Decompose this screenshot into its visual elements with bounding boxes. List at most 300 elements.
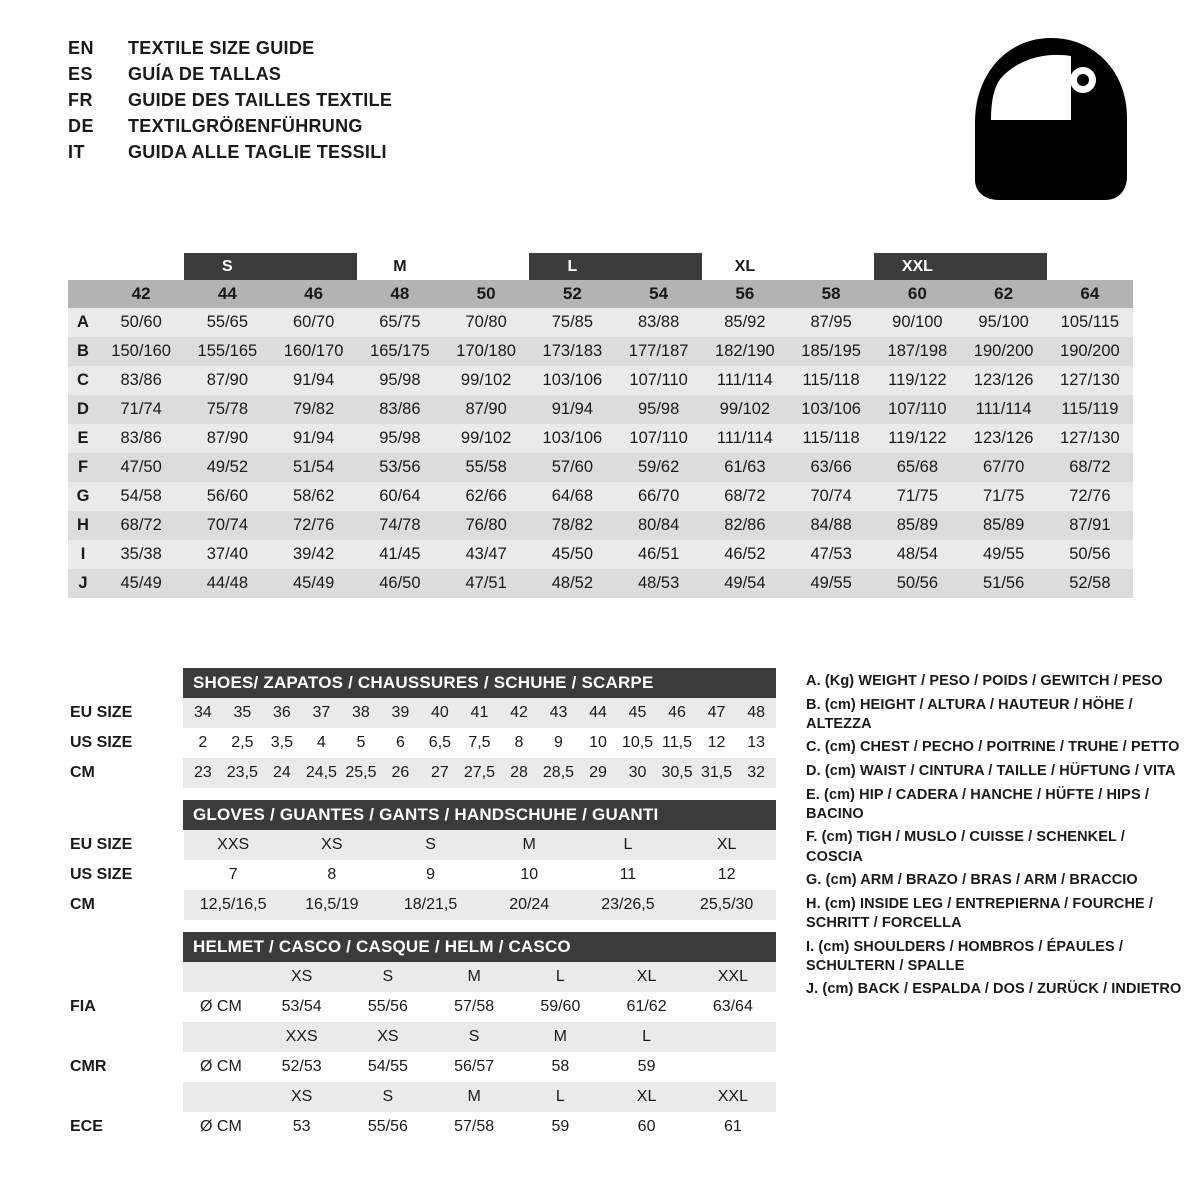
table-row: [68, 992, 776, 1022]
table-cell: 53/54: [281, 998, 322, 1015]
legend-item: A. (Kg) WEIGHT / PESO / POIDS / GEWITCH / PESO: [806, 673, 1163, 689]
table-cell: 44: [578, 698, 618, 728]
group-cell-xxl: XXL: [874, 253, 960, 280]
table-cell: 127/130: [1047, 366, 1133, 395]
table-cell: 23/26,5: [579, 890, 678, 920]
table-cell: 2,5: [231, 734, 254, 751]
table-cell: 107/110: [616, 424, 702, 453]
table-cell: 71/75: [874, 482, 960, 511]
table-cell: 127/130: [1047, 424, 1133, 453]
row-label: A: [68, 308, 98, 337]
table-header-cell: S: [345, 1082, 431, 1112]
table-cell: 41/45: [357, 540, 443, 569]
table-cell: 71/75: [961, 482, 1047, 511]
table-cell: 64/68: [529, 482, 615, 511]
table-cell: 83/86: [98, 424, 184, 453]
size-cell: 46: [271, 280, 357, 308]
table-cell: 24: [262, 758, 302, 788]
table-cell: 28: [499, 758, 539, 788]
table-header-cell: XL: [603, 1082, 689, 1112]
legend-item: J. (cm) BACK / ESPALDA / DOS / ZURÜCK / INDIETRO: [806, 981, 1182, 998]
table-cell: 59/60: [540, 998, 581, 1015]
table-cell: 46/50: [357, 569, 443, 598]
header-title-text: GUÍA DE TALLAS: [128, 64, 282, 84]
table-header-cell: XS: [259, 1082, 345, 1112]
group-cell: [1047, 253, 1133, 280]
table-cell: [183, 1082, 258, 1112]
table-cell: 58: [551, 1058, 570, 1075]
legend-item: H. (cm) INSIDE LEG / ENTREPIERNA / FOURCHE / SCHRITT / FORCELLA: [806, 895, 1154, 931]
table-row: [68, 395, 1133, 424]
table-cell: 85/92: [702, 308, 788, 337]
header-row: [68, 90, 392, 111]
header-row: [68, 142, 392, 163]
table-cell: 119/122: [874, 424, 960, 453]
main-size-table: [68, 253, 1133, 598]
table-row: [68, 758, 776, 788]
table-cell: 85/89: [961, 511, 1047, 540]
table-cell: 47/50: [98, 453, 184, 482]
table-cell: 71/74: [98, 395, 184, 424]
table-cell: 38: [341, 698, 381, 728]
table-cell: 87/95: [788, 308, 874, 337]
table-cell: 12: [717, 866, 736, 883]
table-cell: 115/118: [788, 424, 874, 453]
table-cell: 53/56: [357, 453, 443, 482]
table-cell: 35/38: [98, 540, 184, 569]
table-cell: 103/106: [529, 366, 615, 395]
table-cell: 75/85: [529, 308, 615, 337]
size-cell: 42: [98, 280, 184, 308]
table-cell: 90/100: [874, 308, 960, 337]
table-cell: 49/52: [184, 453, 270, 482]
table-cell: 70/74: [788, 482, 874, 511]
table-cell: 11: [619, 866, 637, 883]
table-cell: 13: [747, 734, 766, 751]
table-header-cell: XS: [259, 962, 345, 992]
table-cell: 50/56: [874, 569, 960, 598]
table-cell: 47/51: [443, 569, 529, 598]
table-row: [68, 308, 1133, 337]
table-cell: 80/84: [616, 511, 702, 540]
table-cell: 10: [589, 734, 607, 751]
table-header-cell: [690, 1022, 776, 1052]
unit-cell: Ø CM: [200, 1118, 242, 1135]
table-cell: 111/114: [702, 424, 788, 453]
table-cell: [690, 1052, 776, 1082]
size-cell: 54: [616, 280, 702, 308]
table-cell: 59: [637, 1058, 656, 1075]
table-cell: 84/88: [788, 511, 874, 540]
group-header-row: [68, 253, 1133, 280]
table-row: [68, 1082, 776, 1112]
table-cell: 57/60: [529, 453, 615, 482]
table-cell: 43: [539, 698, 579, 728]
table-cell: 44/48: [184, 569, 270, 598]
table-header-cell: XXL: [690, 1082, 776, 1112]
table-cell: 63/64: [712, 998, 753, 1015]
size-cell: 60: [874, 280, 960, 308]
table-cell: 32: [736, 758, 776, 788]
table-cell: 48: [736, 698, 776, 728]
table-cell: 30: [618, 758, 658, 788]
row-label: H: [68, 511, 98, 540]
table-cell: 48/54: [874, 540, 960, 569]
table-cell: XS: [283, 830, 382, 860]
table-cell: M: [480, 830, 579, 860]
table-cell: 25,5/30: [677, 890, 776, 920]
table-cell: 10,5: [621, 734, 654, 751]
table-cell: 123/126: [961, 366, 1047, 395]
table-cell: 95/98: [616, 395, 702, 424]
table-cell: 87/91: [1047, 511, 1133, 540]
table-cell: 30,5: [657, 758, 697, 788]
group-cell-m: M: [357, 253, 443, 280]
table-cell: 59: [551, 1118, 570, 1135]
table-cell: 45/50: [529, 540, 615, 569]
unit-cell: Ø CM: [200, 998, 242, 1015]
table-cell: 82/86: [702, 511, 788, 540]
legend-item: F. (cm) TIGH / MUSLO / CUISSE / SCHENKEL / COSCIA: [806, 829, 1125, 865]
helmet-title: HELMET / CASCO / CASQUE / HELM / CASCO: [183, 932, 776, 962]
table-cell: 91/94: [271, 366, 357, 395]
row-label: G: [68, 482, 98, 511]
table-cell: 83/86: [98, 366, 184, 395]
table-cell: 27,5: [460, 758, 500, 788]
table-cell: 54/55: [367, 1058, 408, 1075]
table-cell: 57/58: [454, 1118, 495, 1135]
table-cell: 70/80: [443, 308, 529, 337]
row-label: E: [68, 424, 98, 453]
table-cell: 190/200: [1047, 337, 1133, 366]
table-cell: 55/56: [367, 1118, 408, 1135]
table-cell: 4: [316, 734, 326, 751]
table-row: [68, 1052, 776, 1082]
table-cell: 45/49: [98, 569, 184, 598]
table-cell: 55/56: [367, 998, 408, 1015]
table-cell: 95/100: [961, 308, 1047, 337]
table-cell: 12: [707, 734, 726, 751]
size-cell: 56: [702, 280, 788, 308]
gloves-section-header: [183, 800, 776, 830]
row-label: J: [68, 569, 98, 598]
section-spacer: [68, 788, 788, 800]
table-cell: 8: [327, 866, 337, 883]
table-row: [68, 424, 1133, 453]
table-cell: 68/72: [702, 482, 788, 511]
measurement-legend: [806, 672, 1186, 1004]
table-row: [68, 860, 776, 890]
gloves-title: GLOVES / GUANTES / GANTS / HANDSCHUHE / GUANTI: [183, 800, 776, 830]
table-row: [68, 540, 1133, 569]
table-header-cell: XS: [345, 1022, 431, 1052]
table-cell: 9: [426, 866, 435, 883]
table-cell: 25,5: [341, 758, 381, 788]
table-cell: 7,5: [468, 734, 491, 751]
table-cell: 11,5: [662, 734, 692, 751]
table-cell: L: [579, 830, 678, 860]
table-header-cell: XXS: [259, 1022, 345, 1052]
table-row: [68, 962, 776, 992]
table-header-cell: L: [517, 962, 603, 992]
table-cell: 99/102: [443, 366, 529, 395]
table-row: [68, 482, 1133, 511]
table-cell: 50/60: [98, 308, 184, 337]
row-label: B: [68, 337, 98, 366]
row-label: US SIZE: [68, 860, 184, 890]
shoes-title: SHOES/ ZAPATOS / CHAUSSURES / SCHUHE / SCARPE: [183, 668, 776, 698]
table-cell: 12,5/16,5: [184, 890, 283, 920]
table-cell: 62/66: [443, 482, 529, 511]
table-row: [68, 337, 1133, 366]
table-cell: 53: [292, 1118, 311, 1135]
row-label: US SIZE: [68, 728, 183, 758]
table-row: [68, 569, 1133, 598]
table-cell: 99/102: [702, 395, 788, 424]
row-label: I: [68, 540, 98, 569]
table-cell: 99/102: [443, 424, 529, 453]
table-cell: 60/70: [271, 308, 357, 337]
header-title-text: GUIDE DES TAILLES TEXTILE: [128, 90, 393, 110]
table-cell: 107/110: [616, 366, 702, 395]
table-cell: 78/82: [529, 511, 615, 540]
table-cell: 48/53: [616, 569, 702, 598]
table-cell: [183, 962, 258, 992]
table-cell: 190/200: [961, 337, 1047, 366]
table-cell: 66/70: [616, 482, 702, 511]
table-row: [68, 698, 776, 728]
table-cell: 48/52: [529, 569, 615, 598]
table-cell: 49/54: [702, 569, 788, 598]
table-cell: 6: [395, 734, 405, 751]
lower-section: [68, 668, 788, 1142]
table-cell: 37: [302, 698, 342, 728]
table-cell: 87/90: [443, 395, 529, 424]
row-label: EU SIZE: [68, 698, 183, 728]
section-spacer: [68, 920, 788, 932]
table-cell: 28,5: [539, 758, 579, 788]
table-cell: XXS: [184, 830, 283, 860]
table-cell: 74/78: [357, 511, 443, 540]
group-cell-xl: XL: [702, 253, 788, 280]
table-header-cell: S: [431, 1022, 517, 1052]
table-cell: 91/94: [271, 424, 357, 453]
table-cell: 45: [618, 698, 658, 728]
unit-cell: Ø CM: [200, 1058, 242, 1075]
table-cell: 36: [262, 698, 302, 728]
group-cell: [271, 253, 357, 280]
table-cell: 111/114: [961, 395, 1047, 424]
helmet-table: [68, 962, 776, 1142]
table-row: [68, 1112, 776, 1142]
table-cell: 87/90: [184, 366, 270, 395]
table-cell: 20/24: [480, 890, 579, 920]
table-cell: 47: [697, 698, 737, 728]
row-label-spacer: [68, 1082, 183, 1112]
table-cell: 60: [637, 1118, 656, 1135]
header-lang-code: FR: [68, 90, 93, 110]
table-cell: 115/118: [788, 366, 874, 395]
table-cell: S: [381, 830, 480, 860]
table-cell: 67/70: [961, 453, 1047, 482]
group-cell-s: S: [184, 253, 270, 280]
table-cell: 61/63: [702, 453, 788, 482]
table-cell: 95/98: [357, 424, 443, 453]
table-cell: 2: [198, 734, 208, 751]
table-row: [68, 1022, 776, 1052]
table-cell: 46: [657, 698, 697, 728]
table-cell: 85/89: [874, 511, 960, 540]
table-cell: 27: [420, 758, 460, 788]
table-cell: 49/55: [788, 569, 874, 598]
table-cell: 24,5: [302, 758, 342, 788]
table-row: [68, 366, 1133, 395]
table-cell: 182/190: [702, 337, 788, 366]
table-cell: 72/76: [1047, 482, 1133, 511]
table-cell: 56/60: [184, 482, 270, 511]
table-cell: 9: [554, 734, 563, 751]
size-cell: 62: [961, 280, 1047, 308]
table-cell: 61/62: [626, 998, 667, 1015]
table-cell: 60/64: [357, 482, 443, 511]
table-cell: 7: [228, 866, 238, 883]
table-cell: 59/62: [616, 453, 702, 482]
table-cell: 185/195: [788, 337, 874, 366]
table-cell: 51/54: [271, 453, 357, 482]
table-cell: 173/183: [529, 337, 615, 366]
table-cell: 107/110: [874, 395, 960, 424]
header-lang-code: EN: [68, 38, 95, 58]
table-cell: 50/56: [1047, 540, 1133, 569]
table-cell: 65/68: [874, 453, 960, 482]
size-cell: 52: [529, 280, 615, 308]
table-cell: 115/119: [1047, 395, 1133, 424]
table-cell: 34: [183, 698, 223, 728]
table-cell: 58/62: [271, 482, 357, 511]
row-label: C: [68, 366, 98, 395]
table-cell: 56/57: [454, 1058, 495, 1075]
header-row: [68, 116, 392, 137]
row-label: ECE: [68, 1112, 183, 1142]
table-cell: 16,5/19: [283, 890, 382, 920]
header-row: [68, 38, 392, 59]
legend-item: B. (cm) HEIGHT / ALTURA / HAUTEUR / HÖHE / ALTEZZA: [806, 696, 1133, 732]
table-header-cell: XXL: [690, 962, 776, 992]
size-cell: 64: [1047, 280, 1133, 308]
table-cell: 37/40: [184, 540, 270, 569]
table-cell: 65/75: [357, 308, 443, 337]
row-label: CMR: [68, 1052, 183, 1082]
legend-item: E. (cm) HIP / CADERA / HANCHE / HÜFTE / HIPS / BACINO: [806, 786, 1149, 822]
row-label: FIA: [68, 992, 183, 1022]
table-cell: 61: [723, 1118, 742, 1135]
table-cell: 29: [578, 758, 618, 788]
table-cell: 55/65: [184, 308, 270, 337]
table-cell: 51/56: [961, 569, 1047, 598]
size-row-spacer: [68, 280, 98, 308]
table-header-cell: M: [431, 1082, 517, 1112]
table-cell: 10: [520, 866, 539, 883]
table-header-cell: L: [603, 1022, 689, 1052]
header-row: [68, 64, 392, 85]
table-cell: 39/42: [271, 540, 357, 569]
table-cell: 177/187: [616, 337, 702, 366]
helmet-section-header: [183, 932, 776, 962]
header-title-text: TEXTILGRÖßENFÜHRUNG: [128, 116, 363, 136]
table-cell: 54/58: [98, 482, 184, 511]
table-cell: 160/170: [271, 337, 357, 366]
table-cell: 155/165: [184, 337, 270, 366]
table-cell: 40: [420, 698, 460, 728]
legend-item: C. (cm) CHEST / PECHO / POITRINE / TRUHE / PETTO: [806, 739, 1180, 756]
size-cell: 48: [357, 280, 443, 308]
legend-item: I. (cm) SHOULDERS / HOMBROS / ÉPAULES / SCHULTERN / SPALLE: [806, 938, 1124, 974]
table-cell: 70/74: [184, 511, 270, 540]
table-header-cell: M: [517, 1022, 603, 1052]
table-row: [68, 453, 1133, 482]
table-cell: 52/58: [1047, 569, 1133, 598]
row-label: F: [68, 453, 98, 482]
table-cell: 46/51: [616, 540, 702, 569]
legend-item: D. (cm) WAIST / CINTURA / TAILLE / HÜFTUNG / VITA: [806, 763, 1176, 779]
table-cell: 123/126: [961, 424, 1047, 453]
table-row: [68, 830, 776, 860]
group-cell-l: L: [529, 253, 615, 280]
header-title-text: GUIDA ALLE TAGLIE TESSILI: [128, 142, 387, 162]
table-cell: 72/76: [271, 511, 357, 540]
table-cell: 68/72: [1047, 453, 1133, 482]
table-cell: 63/66: [788, 453, 874, 482]
helmet-icon: [955, 30, 1145, 220]
table-cell: 68/72: [98, 511, 184, 540]
table-header-cell: XL: [603, 962, 689, 992]
table-cell: 111/114: [702, 366, 788, 395]
table-row: [68, 890, 776, 920]
table-row: [68, 511, 1133, 540]
table-cell: 52/53: [281, 1058, 322, 1075]
group-spacer-cell: [68, 253, 98, 280]
table-cell: 87/90: [184, 424, 270, 453]
table-cell: 55/58: [443, 453, 529, 482]
table-cell: 23: [183, 758, 223, 788]
header-title-block: [68, 38, 392, 168]
table-cell: 45/49: [271, 569, 357, 598]
table-cell: 41: [460, 698, 500, 728]
table-cell: 18/21,5: [381, 890, 480, 920]
group-cell: [443, 253, 529, 280]
table-cell: 6,5: [428, 734, 452, 751]
table-cell: 76/80: [443, 511, 529, 540]
table-cell: 5: [356, 734, 366, 751]
table-cell: 31,5: [697, 758, 737, 788]
table-cell: 57/58: [454, 998, 495, 1015]
group-cell: [961, 253, 1047, 280]
header-title-text: TEXTILE SIZE GUIDE: [128, 38, 315, 58]
header-lang-code: ES: [68, 64, 94, 84]
table-cell: 49/55: [961, 540, 1047, 569]
table-cell: 75/78: [184, 395, 270, 424]
size-cell: 44: [184, 280, 270, 308]
table-cell: 43/47: [443, 540, 529, 569]
table-cell: 39: [381, 698, 421, 728]
group-cell: [98, 253, 184, 280]
size-cell: 50: [443, 280, 529, 308]
table-cell: 35: [223, 698, 263, 728]
table-cell: XL: [677, 830, 776, 860]
table-cell: 91/94: [529, 395, 615, 424]
row-label-spacer: [68, 962, 183, 992]
table-cell: 8: [514, 734, 524, 751]
